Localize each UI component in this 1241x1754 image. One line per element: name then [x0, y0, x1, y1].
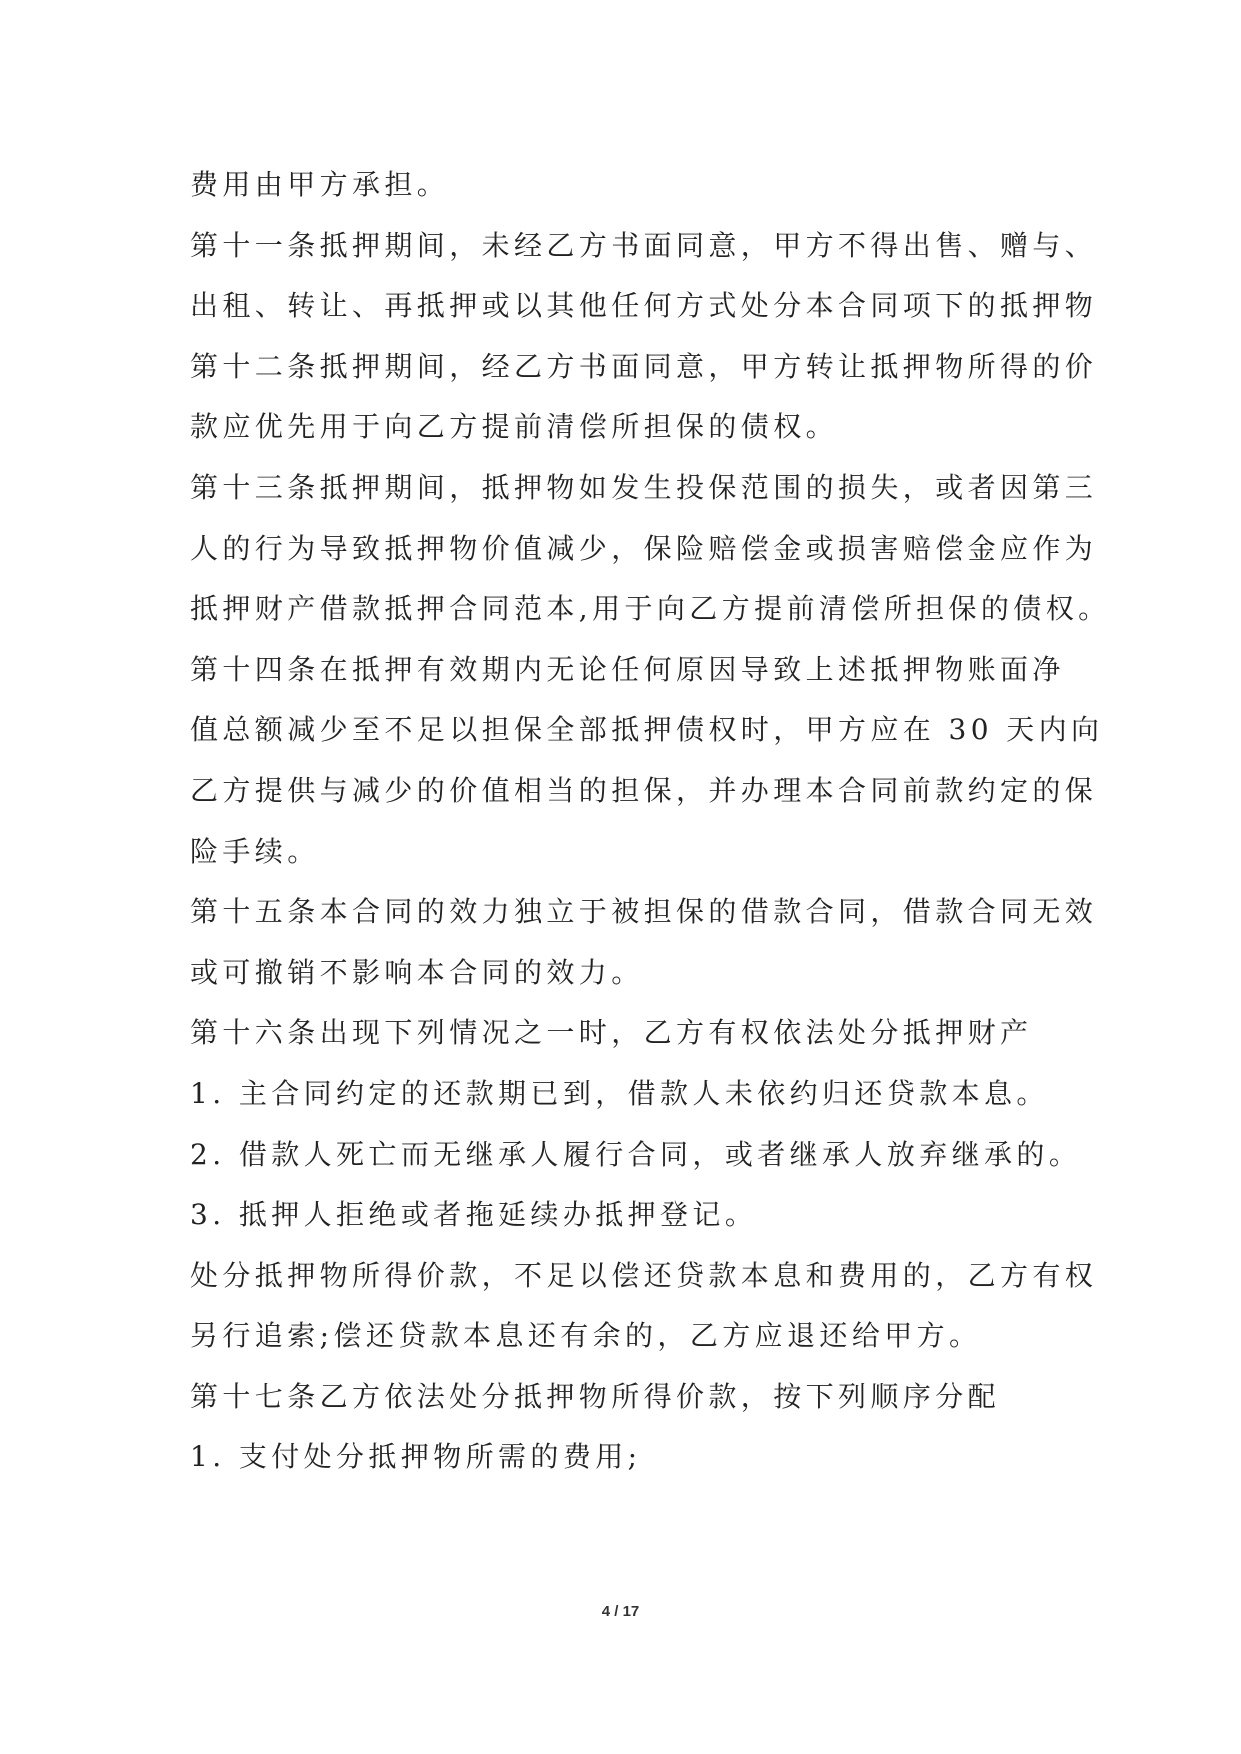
text-line: 第十五条本合同的效力独立于被担保的借款合同，借款合同无效 [190, 895, 1098, 929]
document-body [190, 155, 1111, 1488]
text-line: 处分抵押物所得价款，不足以偿还贷款本息和费用的，乙方有权 [190, 1258, 1098, 1292]
text-line: 抵押财产借款抵押合同范本,用于向乙方提前清偿所担保的债权。 [190, 592, 1111, 626]
text-line: 第十一条抵押期间，未经乙方书面同意，甲方不得出售、赠与、 [190, 228, 1098, 262]
page-number: 4 / 17 [601, 1603, 640, 1620]
text-line: 值总额减少至不足以担保全部抵押债权时，甲方应在 30 天内向 [190, 713, 1104, 747]
text-line: 1. 主合同约定的还款期已到，借款人未依约归还贷款本息。 [190, 1076, 1049, 1110]
text-line: 第十六条出现下列情况之一时，乙方有权依法处分抵押财产 [190, 1016, 1033, 1050]
text-line: 第十四条在抵押有效期内无论任何原因导致上述抵押物账面净 [190, 652, 1065, 686]
text-line: 3. 抵押人拒绝或者拖延续办抵押登记。 [190, 1198, 758, 1232]
text-line: 另行追索;偿还贷款本息还有余的，乙方应退还给甲方。 [190, 1319, 982, 1353]
text-line: 第十二条抵押期间，经乙方书面同意，甲方转让抵押物所得的价 [190, 349, 1098, 383]
text-line: 第十七条乙方依法处分抵押物所得价款，按下列顺序分配 [190, 1379, 1001, 1413]
text-line: 费用由甲方承担。 [190, 168, 450, 201]
text-line: 人的行为导致抵押物价值减少，保险赔偿金或损害赔偿金应作为 [190, 531, 1098, 565]
text-line: 乙方提供与减少的价值相当的担保，并办理本合同前款约定的保 [190, 773, 1098, 807]
text-line: 出租、转让、再抵押或以其他任何方式处分本合同项下的抵押物 [190, 289, 1098, 323]
text-line: 1. 支付处分抵押物所需的费用; [190, 1440, 642, 1474]
text-line: 第十三条抵押期间，抵押物如发生投保范围的损失，或者因第三 [190, 470, 1098, 504]
text-line: 2. 借款人死亡而无继承人履行合同，或者继承人放弃继承的。 [190, 1137, 1082, 1171]
text-line: 款应优先用于向乙方提前清偿所担保的债权。 [190, 410, 839, 444]
text-line: 险手续。 [190, 834, 320, 868]
text-line: 或可撤销不影响本合同的效力。 [190, 955, 644, 989]
